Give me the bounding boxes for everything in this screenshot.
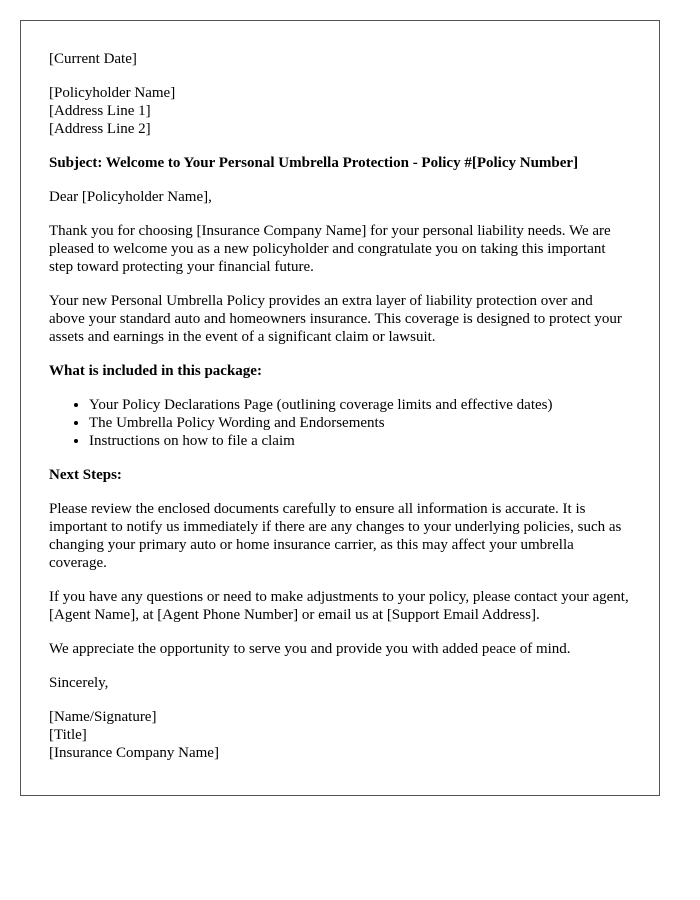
letter-subject: Subject: Welcome to Your Personal Umbrella Protection - Policy #[Policy Number] [49, 155, 579, 171]
included-items-list [49, 396, 631, 450]
signature-company: [Insurance Company Name] [49, 745, 219, 761]
contact-paragraph: If you have any questions or need to make adjustments to your policy, please contact your agent, [Agent Name], at [Agent Phone Number] or email us at [Support Email Address]. [49, 589, 629, 623]
letter-closing: Sincerely, [49, 675, 109, 691]
recipient-address-line-2: [Address Line 2] [49, 121, 151, 137]
signature-block [49, 708, 631, 762]
next-steps-heading: Next Steps: [49, 467, 122, 483]
recipient-address-line-1: [Address Line 1] [49, 103, 151, 119]
recipient-name: [Policyholder Name] [49, 85, 176, 101]
intro-paragraph: Thank you for choosing [Insurance Company Name] for your personal liability needs. We are pleased to welcome you as a new policyholder and congratulate you on taking this important step toward protecting your financial future. [49, 223, 611, 275]
included-heading: What is included in this package: [49, 363, 262, 379]
review-paragraph: Please review the enclosed documents carefully to ensure all information is accurate. It is important to notify us immediately if there are any changes to your underlying policies, such as changing your primary auto or home insurance carrier, as this may affect your umbrella coverage. [49, 501, 622, 571]
recipient-address-block [49, 84, 631, 138]
included-item-claim-instructions: • Instructions on how to file a claim [89, 432, 631, 450]
appreciation-paragraph: We appreciate the opportunity to serve you and provide you with added peace of mind. [49, 641, 571, 657]
letter-date: [Current Date] [49, 51, 137, 67]
included-item-policy-wording: • The Umbrella Policy Wording and Endorsements [89, 414, 631, 432]
coverage-paragraph: Your new Personal Umbrella Policy provides an extra layer of liability protection over and above your standard auto and homeowners insurance. This coverage is designed to protect your assets and earnings in the event of a significant claim or lawsuit. [49, 293, 622, 345]
signature-name: [Name/Signature] [49, 709, 157, 725]
letter-page [20, 20, 660, 796]
signature-title: [Title] [49, 727, 87, 743]
included-item-declarations: • Your Policy Declarations Page (outlining coverage limits and effective dates) [89, 396, 631, 414]
letter-salutation: Dear [Policyholder Name], [49, 189, 212, 205]
